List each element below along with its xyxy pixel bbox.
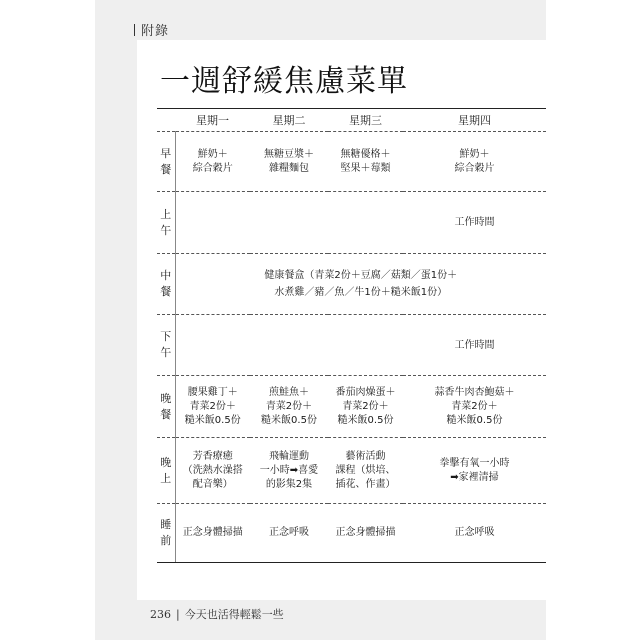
activity-cell: 飛輪運動 一小時➡喜愛 的影集2集 — [250, 438, 328, 504]
day-header: 星期三 — [328, 109, 403, 132]
day-header: 星期二 — [250, 109, 328, 132]
page-number: 236 — [150, 608, 171, 621]
menu-cell: 鮮奶＋ 綜合穀片 — [175, 132, 250, 192]
header-bar — [134, 24, 135, 36]
row-label: 早 餐 — [157, 132, 175, 192]
row-label: 晚 上 — [157, 438, 175, 504]
row-label: 晚 餐 — [157, 376, 175, 438]
time-row-evening — [157, 438, 546, 504]
activity-cell: 正念呼吸 — [403, 504, 546, 563]
page-footer — [150, 606, 284, 622]
row-label: 上 午 — [157, 192, 175, 254]
time-row-afternoon — [157, 315, 546, 376]
time-row-morning — [157, 192, 546, 254]
row-label: 睡 前 — [157, 504, 175, 563]
activity-cell: 正念呼吸 — [250, 504, 328, 563]
activity-cell: 正念身體掃描 — [328, 504, 403, 563]
footer-separator: | — [176, 608, 180, 621]
menu-cell: 番茄肉燥蛋＋ 青菜2份＋ 糙米飯0.5份 — [328, 376, 403, 438]
corner-cell — [157, 109, 175, 132]
meal-row-dinner — [157, 376, 546, 438]
row-label: 下 午 — [157, 315, 175, 376]
menu-cell: 蒜香牛肉杏鮑菇＋ 青菜2份＋ 糙米飯0.5份 — [403, 376, 546, 438]
row-label: 中 餐 — [157, 254, 175, 315]
section-label: 附錄 — [141, 24, 170, 39]
activity-cell: 正念身體掃描 — [175, 504, 250, 563]
lunch-box-text: 健康餐盒（青菜2份＋豆腐／菇類／蛋1份＋ 水煮雞／豬／魚／牛1份＋糙米飯1份） — [175, 254, 546, 315]
meal-row-breakfast — [157, 132, 546, 192]
header-row — [157, 109, 546, 132]
work-time-text: 工作時間 — [403, 192, 546, 254]
time-row-bedtime — [157, 504, 546, 563]
activity-cell: 芳香療癒 （洗熱水澡搭 配音樂） — [175, 438, 250, 504]
weekly-menu-table — [157, 108, 546, 563]
activity-cell: 藝術活動 課程（烘培、 插花、作畫） — [328, 438, 403, 504]
menu-cell: 無糖豆漿＋ 雜糧麵包 — [250, 132, 328, 192]
meal-row-lunch — [157, 254, 546, 315]
menu-cell: 煎鮭魚＋ 青菜2份＋ 糙米飯0.5份 — [250, 376, 328, 438]
menu-cell: 腰果雞丁＋ 青菜2份＋ 糙米飯0.5份 — [175, 376, 250, 438]
book-title: 今天也活得輕鬆一些 — [184, 608, 284, 621]
day-header: 星期一 — [175, 109, 250, 132]
page-title: 一週舒緩焦慮菜單 — [160, 64, 408, 99]
side-margin-band — [95, 40, 137, 600]
menu-cell: 無糖優格＋ 堅果＋莓類 — [328, 132, 403, 192]
menu-cell: 鮮奶＋ 綜合穀片 — [403, 132, 546, 192]
activity-cell: 拳擊有氧一小時 ➡家裡清掃 — [403, 438, 546, 504]
section-header — [134, 20, 169, 39]
work-time-text: 工作時間 — [403, 315, 546, 376]
day-header: 星期四 — [403, 109, 546, 132]
